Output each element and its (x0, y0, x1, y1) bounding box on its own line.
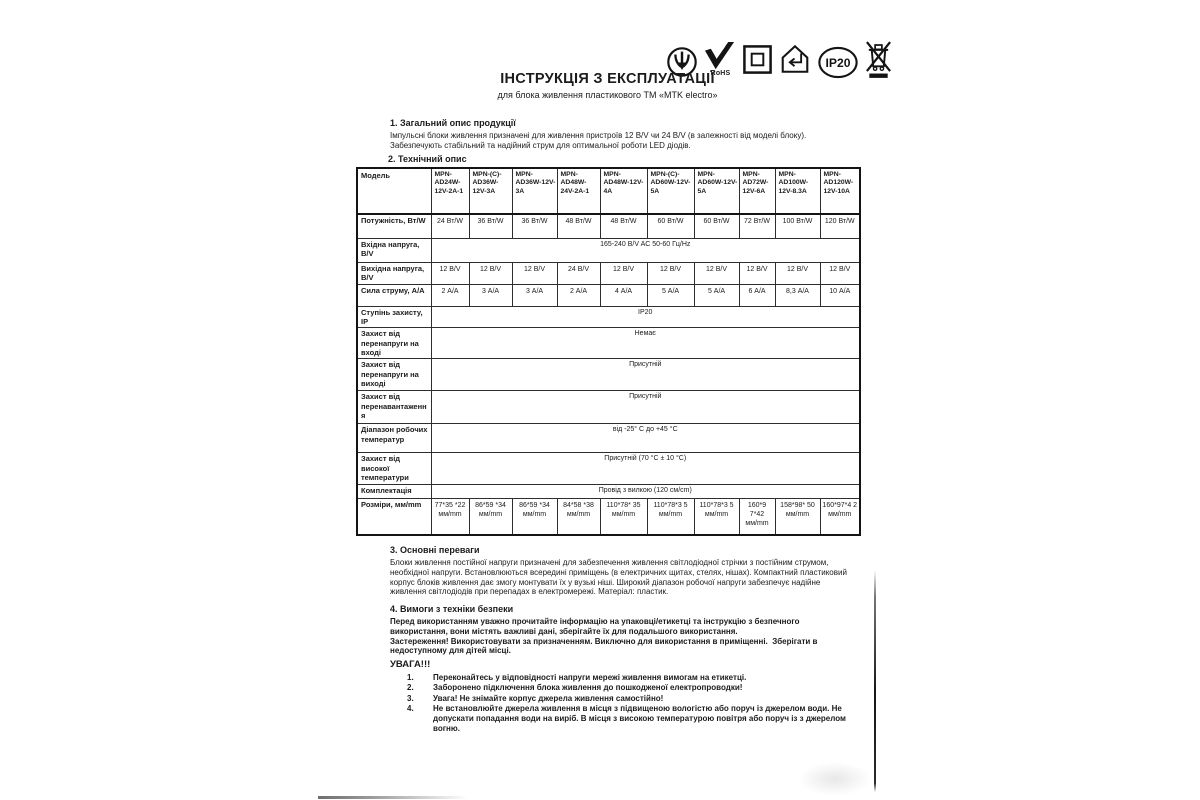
spec-span-value: Присутній (431, 391, 860, 424)
spec-value-cell: 84*58 *38 мм/mm (557, 498, 600, 535)
model-header-cell: MPN-AD48W-24V-2A-1 (557, 168, 600, 214)
spec-row (357, 238, 860, 262)
model-header-cell: MPN-AD60W-12V-5A (694, 168, 739, 214)
spec-value-cell: 110*78* 35 мм/mm (600, 498, 647, 535)
text-line: Блоки живлення постійної напруги призначені для забезпечення живлення світлодіодної стрічки з постійним струмом, (390, 558, 829, 567)
warning-item-number: 4. (407, 703, 414, 713)
spec-value-cell: 60 Вт/W (647, 214, 694, 238)
spec-row-label: Потужність, Вт/W (357, 214, 431, 238)
warning-item (390, 694, 872, 704)
warning-item (390, 673, 872, 683)
section-general-description (390, 118, 872, 151)
warning-item-text: Не встановлюйте джерела живлення в місця з підвищеною вологістю або поруч із джерелом води. Не допускати попадання води на виріб. В місця з високою температурою повітря або поруч із з джерелом вогню. (433, 703, 849, 734)
model-header-cell: MPN-(C)-AD36W-12V-3A (469, 168, 512, 214)
text-line: використання, вони містять важливі дані, зберігайте їх для подальшого використання. (390, 626, 738, 636)
spec-span-value: Немає (431, 328, 860, 359)
spec-row-label: Захист від перенапруги на вході (357, 328, 431, 359)
spec-row (357, 214, 860, 238)
text-line: Забезпечують стабільний та надійний струм для оптимальної роботи LED діодів. (390, 140, 691, 150)
spec-span-value: Присутній (431, 359, 860, 391)
spec-row-label: Сила струму, А/А (357, 284, 431, 306)
spec-row (357, 424, 860, 453)
warning-block (390, 659, 872, 735)
text-line: Застереження! Використовувати за призначенням. Виключно для використання в приміщенні. Зберігати в (390, 636, 818, 646)
ip20-text: IP20 (825, 55, 851, 70)
spec-span-value: Провід з вилкою (120 см/cm) (431, 484, 860, 498)
warning-item (390, 683, 872, 693)
model-header-cell: MPN-AD100W-12V-8.3A (775, 168, 820, 214)
spec-row-label: Вхідна напруга, В/V (357, 238, 431, 262)
warning-item-number: 1. (407, 673, 414, 682)
section3-heading: 3. Основні переваги (390, 545, 480, 555)
text-line: Перед використанням уважно прочитайте інформацію на упаковці/етикетці та інструкцію з безпечного (390, 617, 800, 626)
model-header-cell: MPN-AD24W-12V-2A-1 (431, 168, 469, 214)
warning-heading: УВАГА!!! (390, 659, 431, 670)
spec-row-label: Захист від високої температури (357, 453, 431, 484)
spec-span-value: від -25° С до +45 °С (431, 424, 860, 453)
spec-row (357, 453, 860, 484)
weee-icon-svg (864, 40, 893, 80)
warning-item-text: Переконайтесь у відповідності напруги мережі живлення вимогам на етикетці. (433, 673, 747, 682)
spec-value-cell: 12 В/V (739, 262, 775, 284)
spec-value-cell: 12 В/V (694, 262, 739, 284)
spec-value-cell: 60 Вт/W (694, 214, 739, 238)
model-header-cell: MPN-AD120W-12V-10A (820, 168, 860, 214)
model-header-cell: MPN-(C)-AD60W-12V-5A (647, 168, 694, 214)
spec-span-value: IP20 (431, 306, 860, 328)
spec-table-head (357, 168, 860, 214)
spec-value-cell: 100 Вт/W (775, 214, 820, 238)
spec-value-cell: 12 В/V (469, 262, 512, 284)
spec-row-label: Діапазон робочих температур (357, 424, 431, 453)
text-line: необхідної напруги. Встановлюються всередині приміщень (в електричних щитах, стелях, нішах). Компактний пластиковий (390, 567, 847, 577)
section1-heading: 1. Загальний опис продукції (390, 118, 516, 128)
spec-value-cell: 86*59 *34 мм/mm (469, 498, 512, 535)
spec-value-cell: 160*9 7*42 мм/mm (739, 498, 775, 535)
model-header-cell: MPN-AD48W-12V-4A (600, 168, 647, 214)
spec-row (357, 359, 860, 391)
page-title: ІНСТРУКЦІЯ З ЕКСПЛУАТАЦІЇ (500, 71, 715, 87)
text-line: Імпульсні блоки живлення призначені для живлення пристроїв 12 В/V чи 24 В/V (в залежності від моделі блоку). (390, 131, 807, 140)
model-header-cell: MPN-AD72W-12V-6A (739, 168, 775, 214)
table-corner-label: Модель (357, 168, 431, 214)
spec-value-cell: 3 А/А (469, 284, 512, 306)
spec-value-cell: 36 Вт/W (469, 214, 512, 238)
spec-value-cell: 4 А/А (600, 284, 647, 306)
spec-row-label: Розміри, мм/mm (357, 498, 431, 535)
rohs-label: RoHS (710, 70, 731, 77)
rohs-check-icon-svg (704, 40, 737, 71)
spec-value-cell: 12 В/V (600, 262, 647, 284)
spec-span-value: 165-240 В/V AC 50-60 Гц/Hz (431, 238, 860, 262)
section3-body (390, 558, 872, 597)
spec-value-cell: 3 А/А (512, 284, 557, 306)
spec-value-cell: 24 В/V (557, 262, 600, 284)
text-line: недоступному для дітей місці. (390, 646, 511, 656)
spec-value-cell: 5 А/А (647, 284, 694, 306)
spec-table (356, 167, 861, 536)
warning-item-number: 2. (407, 683, 414, 693)
spec-value-cell: 10 А/А (820, 284, 860, 306)
spec-row-label: Вихідна напруга, В/V (357, 262, 431, 284)
scan-bottom-smudge (318, 796, 468, 799)
spec-row (357, 306, 860, 328)
spec-value-cell: 158*98* 50 мм/mm (775, 498, 820, 535)
spec-value-cell: 77*35 *22 мм/mm (431, 498, 469, 535)
spec-header-row (357, 168, 860, 214)
section4-body (390, 617, 872, 656)
spec-value-cell: 6 А/А (739, 284, 775, 306)
warning-list (390, 673, 872, 735)
spec-value-cell: 2 А/А (557, 284, 600, 306)
spec-row (357, 484, 860, 498)
spec-table-wrap (356, 167, 861, 536)
section1-body (390, 131, 872, 151)
weee-bin-icon (864, 40, 893, 80)
warning-item-text: Заборонено підключення блока живлення до пошкодженої електропроводки! (433, 683, 743, 693)
spec-value-cell: 12 В/V (512, 262, 557, 284)
section2-heading: 2. Технічний опис (388, 154, 467, 164)
spec-value-cell: 48 Вт/W (557, 214, 600, 238)
spec-value-cell: 12 В/V (431, 262, 469, 284)
spec-value-cell: 120 Вт/W (820, 214, 860, 238)
spec-row-label: Ступінь захисту, IP (357, 306, 431, 328)
spec-row (357, 391, 860, 424)
spec-value-cell: 8,3 А/А (775, 284, 820, 306)
scan-crease-line (874, 570, 876, 792)
spec-row (357, 328, 860, 359)
spec-value-cell: 110*78*3 5 мм/mm (647, 498, 694, 535)
spec-value-cell: 12 В/V (775, 262, 820, 284)
page-subtitle: для блока живлення пластикового ТМ «MTK electro» (497, 90, 718, 100)
warning-item (390, 704, 872, 735)
text-line: корпус блоків живлення дає змогу монтувати їх у вузькі ніші. Широкий діапазон робочої напруги забезпечує надійне (390, 577, 821, 587)
spec-value-cell: 160*97*4 2 мм/mm (820, 498, 860, 535)
spec-value-cell: 2 А/А (431, 284, 469, 306)
spec-value-cell: 12 В/V (820, 262, 860, 284)
section-advantages (390, 545, 872, 597)
spec-row (357, 498, 860, 535)
spec-row-label: Захист від перенапруги на виході (357, 359, 431, 391)
spec-value-cell: 36 Вт/W (512, 214, 557, 238)
section4-heading: 4. Вимоги з техніки безпеки (390, 604, 514, 614)
spec-row-label: Захист від перенавантаження (357, 391, 431, 424)
text-line: живлення світлодіодів при перепадах в електромережі. Матеріал: пластик. (390, 587, 669, 597)
spec-value-cell: 24 Вт/W (431, 214, 469, 238)
warning-item-text: Увага! Не знімайте корпус джерела живлення самостійно! (433, 693, 664, 703)
spec-value-cell: 12 В/V (647, 262, 694, 284)
model-header-cell: MPN-AD36W-12V-3A (512, 168, 557, 214)
spec-table-body (357, 214, 860, 535)
spec-row (357, 262, 860, 284)
scan-speckle (798, 762, 872, 796)
spec-value-cell: 86*59 *34 мм/mm (512, 498, 557, 535)
spec-span-value: Присутній (70 °С ± 10 °С) (431, 453, 860, 484)
spec-value-cell: 110*78*3 5 мм/mm (694, 498, 739, 535)
warning-item-number: 3. (407, 693, 414, 703)
section-safety (390, 604, 872, 656)
spec-value-cell: 72 Вт/W (739, 214, 775, 238)
spec-row-label: Комплектація (357, 484, 431, 498)
spec-row (357, 284, 860, 306)
document-header (356, 71, 859, 100)
spec-value-cell: 5 А/А (694, 284, 739, 306)
spec-value-cell: 48 Вт/W (600, 214, 647, 238)
